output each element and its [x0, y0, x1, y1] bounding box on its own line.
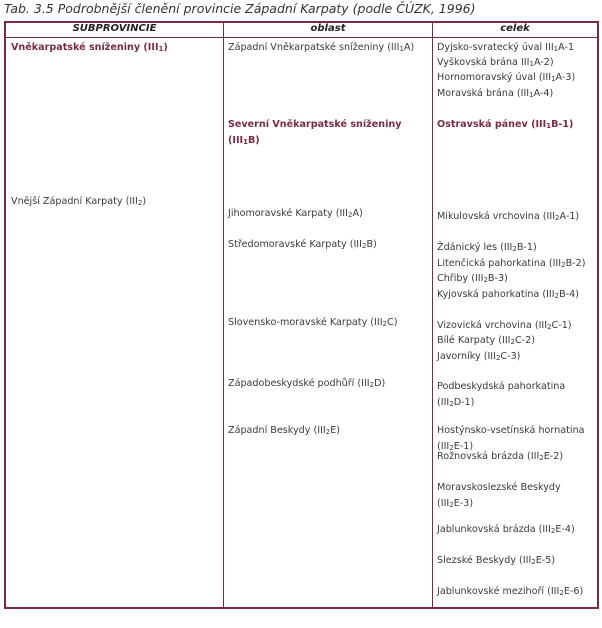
- celek-5: Ostravská pánev $(III_1B-1)$: [437, 119, 574, 130]
- celek-19: Slezské Beskydy $(III_2E-5)$: [437, 555, 556, 566]
- celek-13: Javorníky $(III_2C-3)$: [437, 351, 521, 362]
- oblast-5: Slovensko-moravské Karpaty $(III_2C)$: [228, 317, 398, 328]
- celek-9: Chřiby $(III_2B-3)$: [437, 273, 508, 284]
- celek-7: Ždánický les $(III_2B-1)$: [437, 242, 537, 253]
- celek-17: Moravskoslezské Beskydy $(III_2E-3)$: [437, 482, 561, 509]
- celek-12: Bílé Karpaty $(III_2C-2)$: [437, 335, 535, 346]
- oblast-3: Jihomoravské Karpaty $(III_2A)$: [228, 208, 363, 219]
- column-divider-1: [223, 23, 224, 607]
- celek-6: Mikulovská vrchovina $(III_2A-1)$: [437, 211, 580, 222]
- table-caption: Tab. 3.5 Podrobnější členění provincie Západní Karpaty (podle ČÚZK, 1996): [4, 1, 476, 16]
- celek-4: Moravská brána $(III_1A-4)$: [437, 88, 554, 99]
- subprovincie-1: Vněkarpatské sníženiny $(III_1)$: [11, 42, 168, 53]
- header-celek: celek: [500, 23, 530, 34]
- oblast-7: Západní Beskydy $(III_2E)$: [228, 425, 341, 436]
- celek-2: Vyškovská brána $III_1A-2$): [437, 57, 554, 68]
- celek-16: Rožnovská brázda $(III_2E-2)$: [437, 451, 564, 462]
- oblast-4: Středomoravské Karpaty $(III_2B)$: [228, 239, 377, 250]
- celek-15: Hostýnsko-vsetínská hornatina $(III_2E-1)$: [437, 425, 585, 452]
- oblast-6: Západobeskydské podhůří $(III_2D)$: [228, 378, 386, 389]
- celek-20: Jablunkovské mezihoří $(III_2E-6)$: [437, 586, 584, 597]
- header-divider: [6, 37, 597, 38]
- subprovincie-2: Vnější Západní Karpaty $(III_2)$: [11, 196, 147, 207]
- header-oblast: oblast: [310, 23, 346, 34]
- oblast-1: Západní Vněkarpatské sníženiny $(III_1A)$: [228, 42, 415, 53]
- celek-3: Hornomoravský úval $(III_1A-3)$: [437, 72, 576, 83]
- celek-1: Dyjsko-svratecký úval $III_1A-1$: [437, 42, 575, 53]
- celek-10: Kyjovská pahorkatina $(III_2B-4)$: [437, 289, 579, 300]
- oblast-2: Severní Vněkarpatské sníženiny $(III_1B)$: [228, 119, 402, 146]
- column-divider-2: [432, 23, 433, 607]
- header-subprovincie: SUBPROVINCIE: [72, 23, 157, 34]
- celek-11: Vizovická vrchovina $(III_2C-1)$: [437, 320, 572, 331]
- celek-14: Podbeskydská pahorkatina $(III_2D-1)$: [437, 381, 566, 408]
- celek-18: Jablunkovská brázda $(III_2E-4)$: [437, 524, 575, 535]
- celek-8: Litenčická pahorkatina $(III_2B-2)$: [437, 258, 586, 269]
